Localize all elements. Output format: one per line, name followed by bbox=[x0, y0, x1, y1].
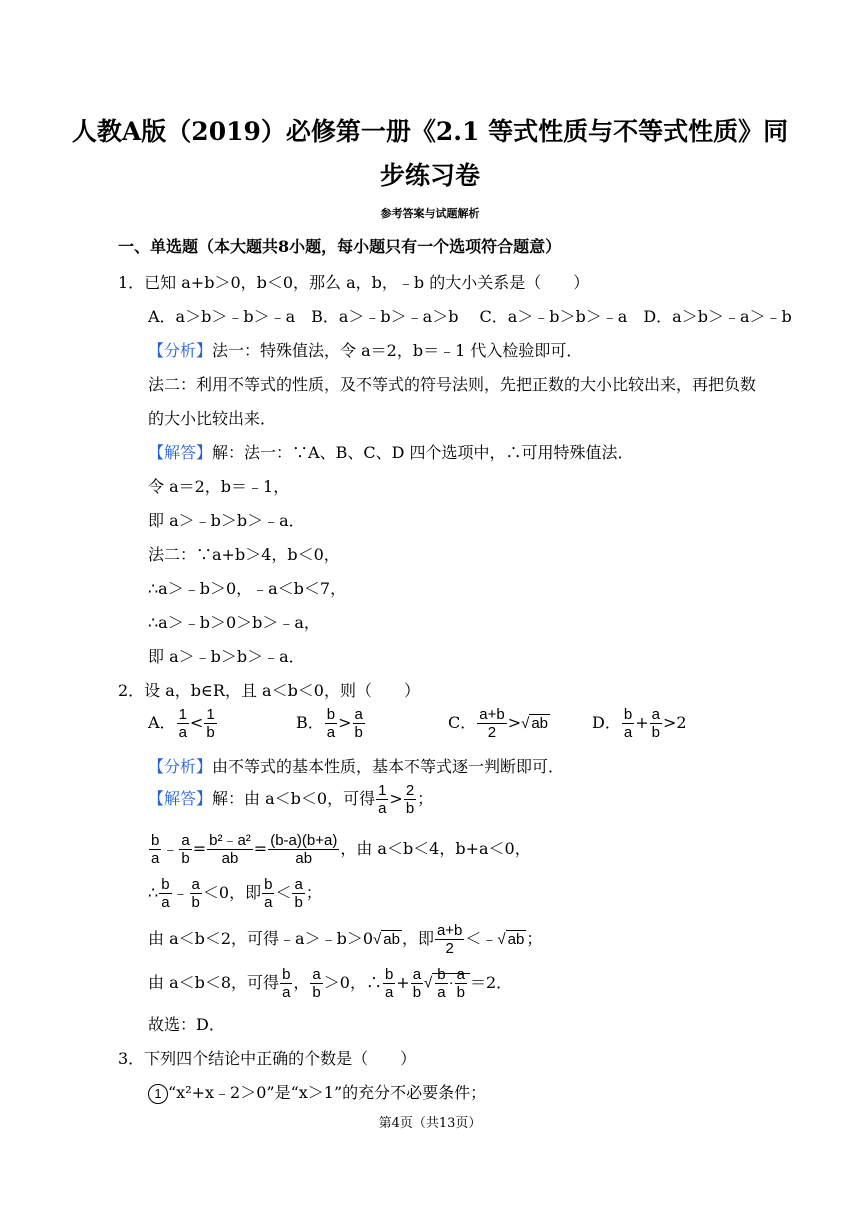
math-sqrt: √ $\frac{b}{a}$ · $\frac{a}{b}$ bbox=[424, 966, 470, 1001]
q2-solution-line2: $\frac{b}{a}$ ﹣ $\frac{a}{b}$ = $\frac{\text{b²﹣a²}}{ab}$ = $\frac{(b-a)(b+a)}{ab}$ ，由 a＜b＜4，b+a＜0， bbox=[151, 832, 531, 867]
document-subtitle: 参考答案与试题解析 bbox=[380, 207, 480, 220]
page-footer: 第4页（共13页） bbox=[378, 1116, 482, 1131]
math-fraction: $\frac{\text{b²﹣a²}}{ab}$ bbox=[209, 832, 251, 867]
q1-analysis-text: 法一：特殊值法，令 a＝2，b＝﹣1 代入检验即可． bbox=[212, 341, 583, 360]
solution-tag: 【解答】 bbox=[148, 789, 213, 808]
option-letter: D． bbox=[592, 713, 621, 732]
solution-text: ，即 bbox=[229, 883, 262, 902]
q1-solution bbox=[148, 440, 634, 463]
document-title-line2: 步练习卷 bbox=[379, 161, 480, 190]
math-fraction: $\frac{b}{a}$ bbox=[151, 832, 160, 867]
math-fraction: $\frac{a+b}{2}$ bbox=[436, 922, 463, 957]
q2-analysis bbox=[148, 754, 564, 777]
q2-analysis-text: 由不等式的基本性质，基本不等式逐一判断即可． bbox=[212, 757, 565, 776]
q2-stem: 2．设 a，b∈R，且 a＜b＜0，则（ ） bbox=[118, 681, 420, 700]
section-heading: 一、单选题（本大题共8小题，每小题只有一个选项符合题意） bbox=[118, 237, 562, 256]
math-sqrt: √ ab bbox=[373, 931, 400, 948]
solution-text: ，由 a＜b＜4，b+a＜0， bbox=[340, 839, 531, 858]
q2-solution-line3: ∴ $\frac{b}{a}$ ﹣ $\frac{a}{b}$ ＜0，即 $\frac{b}{a}$ ＜ $\frac{a}{b}$ ； bbox=[148, 876, 322, 911]
q2-option-a: A． $\frac{1}{a}$ < $\frac{1}{b}$ bbox=[148, 706, 215, 741]
q3-item1-text: “x²+x﹣2＞0”是“x＞1”的充分不必要条件； bbox=[168, 1083, 487, 1102]
math-fraction: $\frac{b}{a}$ bbox=[264, 876, 273, 911]
math-fraction: $\frac{b}{a}$ bbox=[384, 966, 394, 1001]
q2-solution-line5: 由 a＜b＜8，可得 $\frac{b}{a}$ ， $\frac{a}{b}$ ＞0，∴ $\frac{b}{a}$ + $\frac{a}{b}$ √ $\frac{b}{a}$ · $\frac{a}{b}$ ＝2． bbox=[148, 966, 513, 1001]
math-fraction: $\frac{a}{b}$ bbox=[651, 706, 660, 741]
math-fraction: $\frac{a}{b}$ bbox=[294, 876, 303, 911]
math-fraction: $\frac{a+b}{2}$ bbox=[479, 706, 505, 741]
math-fraction: $\frac{a}{b}$ bbox=[412, 966, 422, 1001]
q2-solution-line4: 由 a＜b＜2，可得﹣a＞﹣b＞0√ ab ，即 $\frac{a+b}{2}$ ＜﹣√ ab ； bbox=[148, 922, 543, 957]
math-fraction: $\frac{a}{b}$ bbox=[181, 832, 190, 867]
math-fraction: $\frac{b}{a}$ bbox=[326, 706, 336, 741]
solution-text: ，即 bbox=[401, 929, 434, 948]
q1-analysis-line3: 的大小比较出来． bbox=[148, 409, 277, 428]
math-fraction: $\frac{(b-a)(b+a)}{ab}$ bbox=[270, 832, 338, 867]
math-fraction: $\frac{b}{a}$ bbox=[161, 876, 170, 911]
q2-option-d: D． $\frac{b}{a}$ + $\frac{a}{b}$ >2 bbox=[592, 706, 687, 741]
math-fraction: $\frac{1}{b}$ bbox=[206, 706, 215, 741]
solution-tag: 【解答】 bbox=[148, 443, 213, 462]
solution-text: ＝2． bbox=[469, 973, 513, 992]
math-fraction: $\frac{a}{b}$ bbox=[312, 966, 321, 1001]
q1-solution-line7: 即 a＞﹣b＞b＞﹣a． bbox=[148, 647, 305, 666]
math-sqrt: √ ab bbox=[497, 931, 525, 948]
math-fraction: $\frac{a}{b}$ bbox=[354, 706, 363, 741]
q1-options: A．a＞b＞﹣b＞﹣a B．a＞﹣b＞﹣a＞b C．a＞﹣b＞b＞﹣a D．a＞b＞﹣a＞﹣b bbox=[148, 307, 792, 326]
math-fraction: $\frac{1}{a}$ bbox=[378, 782, 387, 817]
math-sqrt: √ ab bbox=[521, 715, 549, 732]
solution-text: ＜﹣ bbox=[465, 929, 498, 948]
q2-solution-line1: 【解答】解：由 a＜b＜0，可得 $\frac{1}{a}$ > $\frac{2}{b}$ ； bbox=[148, 782, 434, 817]
math-fraction: $\frac{2}{b}$ bbox=[405, 782, 415, 817]
analysis-tag: 【分析】 bbox=[148, 757, 213, 776]
q1-analysis-line2: 法二：利用不等式的性质，及不等式的符号法则，先把正数的大小比较出来，再把负数 bbox=[148, 375, 757, 394]
math-fraction: $\frac{1}{a}$ bbox=[178, 706, 187, 741]
q1-solution-line4: 法二：∵a+b＞4，b＜0， bbox=[148, 545, 340, 564]
q3-item1 bbox=[148, 1080, 486, 1104]
circled-number: 1 bbox=[148, 1084, 168, 1104]
q1-stem: 1．已知 a+b＞0，b＜0，那么 a，b，﹣b 的大小关系是（ ） bbox=[118, 273, 590, 292]
q1-solution-text: 解：法一：∵A、B、C、D 四个选项中，∴可用特殊值法． bbox=[212, 443, 634, 462]
q1-solution-line3: 即 a＞﹣b＞b＞﹣a． bbox=[148, 511, 305, 530]
solution-text: 由 a＜b＜8，可得 bbox=[148, 973, 280, 992]
option-letter: B． bbox=[296, 713, 324, 732]
q2-option-c: C． $\frac{a+b}{2}$ >√ ab bbox=[448, 706, 549, 741]
math-fraction: $\frac{b}{a}$ bbox=[623, 706, 633, 741]
option-letter: C． bbox=[448, 713, 477, 732]
q2-conclusion: 故选：D． bbox=[148, 1015, 225, 1034]
solution-text: 由 a＜b＜2，可得﹣a＞﹣b＞0 bbox=[148, 929, 374, 948]
q1-solution-line6: ∴a＞﹣b＞0＞b＞﹣a， bbox=[148, 613, 320, 632]
solution-text: ＞0，∴ bbox=[323, 973, 382, 992]
q2-option-b: B． $\frac{b}{a}$ > $\frac{a}{b}$ bbox=[296, 706, 363, 741]
q3-stem: 3．下列四个结论中正确的个数是（ ） bbox=[118, 1049, 417, 1068]
q1-solution-line5: ∴a＞﹣b＞0，﹣a＜b＜7， bbox=[148, 579, 347, 598]
document-title-line1: 人教A版（2019）必修第一册《2.1 等式性质与不等式性质》同 bbox=[71, 117, 789, 146]
math-fraction: $\frac{b}{a}$ bbox=[282, 966, 291, 1001]
math-fraction: $\frac{a}{b}$ bbox=[191, 876, 200, 911]
solution-text: 解：由 a＜b＜0，可得 bbox=[212, 789, 376, 808]
analysis-tag: 【分析】 bbox=[148, 341, 213, 360]
q1-solution-line2: 令 a＝2，b＝﹣1， bbox=[148, 477, 290, 496]
q1-analysis bbox=[148, 338, 582, 361]
option-letter: A． bbox=[148, 713, 176, 732]
